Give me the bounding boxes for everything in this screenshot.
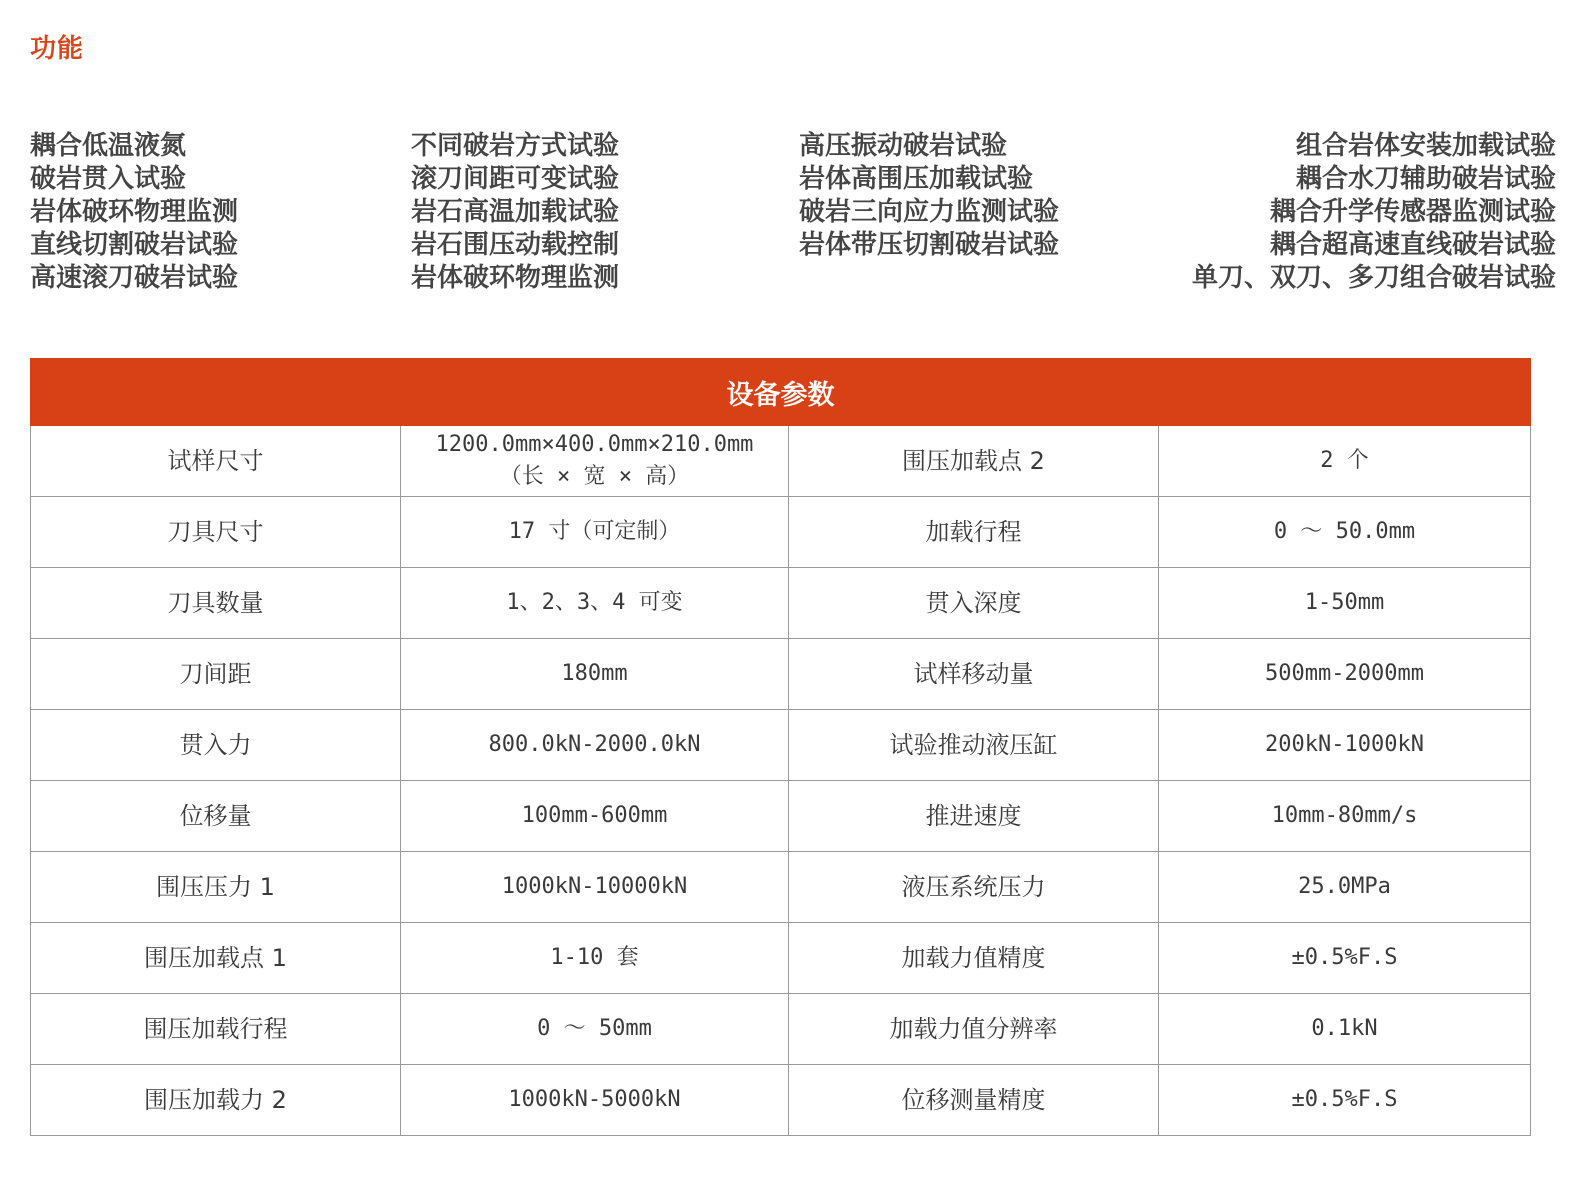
- param-label: 推进速度: [789, 781, 1159, 852]
- table-row: [31, 639, 1531, 710]
- table-row: [31, 781, 1531, 852]
- param-value: 500mm-2000mm: [1159, 639, 1531, 710]
- param-label: 试样尺寸: [31, 426, 401, 497]
- param-label: 刀具尺寸: [31, 497, 401, 568]
- feature-item: 破岩三向应力监测试验: [799, 197, 1060, 227]
- feature-item: 破岩贯入试验: [30, 164, 187, 194]
- param-value: 25.0MPa: [1159, 852, 1531, 923]
- table-row: [31, 852, 1531, 923]
- param-value: 1、2、3、4 可变: [401, 568, 789, 639]
- feature-item: 岩石围压动载控制: [411, 230, 620, 260]
- param-value: 1000kN-10000kN: [401, 852, 789, 923]
- param-value: ±0.5%F.S: [1159, 1065, 1531, 1136]
- param-value: 100mm-600mm: [401, 781, 789, 852]
- feature-item: 耦合升学传感器监测试验: [1269, 197, 1556, 227]
- param-label: 围压加载点 1: [31, 923, 401, 994]
- param-label: 加载力值分辨率: [789, 994, 1159, 1065]
- table-row: [31, 426, 1531, 497]
- param-value-line: 1200.0mm×400.0mm×210.0mm: [435, 432, 754, 457]
- param-value: 2 个: [1159, 426, 1531, 497]
- section-title: 功能: [30, 34, 85, 64]
- param-value: 800.0kN-2000.0kN: [401, 710, 789, 781]
- feature-item: 耦合水刀辅助破岩试验: [1295, 164, 1556, 194]
- param-label: 位移测量精度: [789, 1065, 1159, 1136]
- feature-item: 岩体破环物理监测: [30, 197, 239, 227]
- param-label: 贯入力: [31, 710, 401, 781]
- features-list: [30, 130, 1556, 305]
- param-value: 0.1kN: [1159, 994, 1531, 1065]
- param-label: 刀间距: [31, 639, 401, 710]
- features-column-2: [411, 130, 619, 295]
- param-value: 1-50mm: [1159, 568, 1531, 639]
- table-row: [31, 497, 1531, 568]
- feature-item: 单刀、双刀、多刀组合破岩试验: [1191, 263, 1556, 293]
- feature-item: 不同破岩方式试验: [411, 131, 620, 161]
- param-value: ±0.5%F.S: [1159, 923, 1531, 994]
- spec-table: [30, 358, 1531, 1136]
- param-value: 0 ～ 50.0mm: [1159, 497, 1531, 568]
- table-header: 设备参数: [31, 359, 1531, 426]
- param-value: [401, 426, 789, 497]
- table-row: [31, 568, 1531, 639]
- param-label: 试验推动液压缸: [789, 710, 1159, 781]
- param-value: 10mm-80mm/s: [1159, 781, 1531, 852]
- param-label: 围压加载点 2: [789, 426, 1159, 497]
- table-row: [31, 923, 1531, 994]
- param-label: 位移量: [31, 781, 401, 852]
- table-row: [31, 1065, 1531, 1136]
- param-value: 0 ～ 50mm: [401, 994, 789, 1065]
- param-value: 1000kN-5000kN: [401, 1065, 789, 1136]
- feature-item: 岩石高温加载试验: [411, 197, 620, 227]
- feature-item: 耦合低温液氮: [30, 131, 187, 161]
- feature-item: 高速滚刀破岩试验: [30, 263, 239, 293]
- features-column-3: [799, 130, 1059, 262]
- param-label: 刀具数量: [31, 568, 401, 639]
- feature-item: 岩体带压切割破岩试验: [799, 230, 1060, 260]
- param-label: 试样移动量: [789, 639, 1159, 710]
- features-column-1: [30, 130, 238, 295]
- feature-item: 高压振动破岩试验: [799, 131, 1008, 161]
- param-value-line: （长 × 宽 × 高）: [499, 464, 690, 489]
- param-label: 围压加载力 2: [31, 1065, 401, 1136]
- param-label: 围压压力 1: [31, 852, 401, 923]
- param-label: 围压加载行程: [31, 994, 401, 1065]
- feature-item: 岩体高围压加载试验: [799, 164, 1034, 194]
- param-label: 贯入深度: [789, 568, 1159, 639]
- feature-item: 滚刀间距可变试验: [411, 164, 620, 194]
- feature-item: 直线切割破岩试验: [30, 230, 239, 260]
- feature-item: 组合岩体安装加载试验: [1295, 131, 1556, 161]
- table-header-row: [31, 359, 1531, 426]
- param-value: 1-10 套: [401, 923, 789, 994]
- param-value: 17 寸（可定制）: [401, 497, 789, 568]
- param-label: 加载行程: [789, 497, 1159, 568]
- param-label: 液压系统压力: [789, 852, 1159, 923]
- table-row: [31, 994, 1531, 1065]
- features-column-4: [1192, 130, 1556, 295]
- param-value: 180mm: [401, 639, 789, 710]
- param-value: 200kN-1000kN: [1159, 710, 1531, 781]
- feature-item: 岩体破环物理监测: [411, 263, 620, 293]
- param-label: 加载力值精度: [789, 923, 1159, 994]
- feature-item: 耦合超高速直线破岩试验: [1269, 230, 1556, 260]
- table-row: [31, 710, 1531, 781]
